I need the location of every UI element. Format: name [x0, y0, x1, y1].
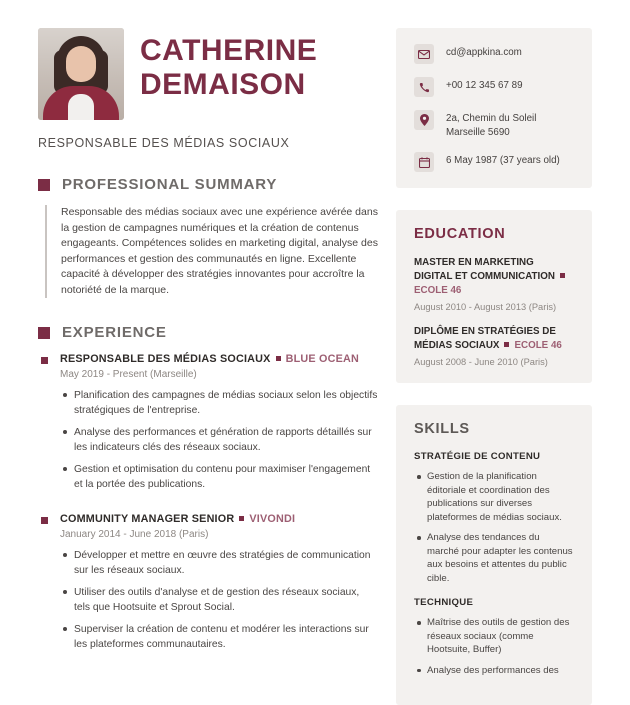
- job-title: RESPONSABLE DES MÉDIAS SOCIAUX: [38, 136, 290, 150]
- list-item: Analyse des tendances du marché pour adapter les contenus aux besoins et attentes du public cible.: [427, 532, 573, 584]
- email-text: cd@appkina.com: [446, 47, 522, 58]
- contact-address: [414, 110, 574, 139]
- separator-icon: [560, 273, 565, 278]
- right-column: [396, 28, 592, 676]
- separator-icon: [504, 342, 509, 347]
- list-item: Planification des campagnes de médias sociaux selon les objectifs stratégiques de l'entreprise.: [74, 390, 378, 416]
- section-professional-summary: [38, 176, 378, 298]
- skill-list: [414, 616, 574, 677]
- square-marker-icon: [38, 179, 50, 191]
- last-name: DEMAISON: [140, 68, 306, 101]
- summary-heading: [38, 176, 378, 193]
- school-label: ECOLE 46: [414, 285, 462, 296]
- skills-title: SKILLS: [414, 421, 470, 437]
- company-label: VIVONDI: [249, 513, 296, 525]
- divider: [45, 205, 47, 298]
- square-marker-icon: [38, 327, 50, 339]
- contact-birthdate: [414, 152, 574, 172]
- list-item: Développer et mettre en œuvre des stratégies de communication sur les réseaux sociaux.: [74, 548, 378, 578]
- education-date: August 2010 - August 2013 (Paris): [414, 302, 557, 312]
- experience-date: May 2019 - Present (Marseille): [60, 369, 197, 380]
- avatar: [38, 28, 124, 120]
- skill-group: [414, 451, 574, 585]
- birthdate-text: 6 May 1987 (37 years old): [446, 155, 560, 166]
- experience-heading: [38, 324, 378, 341]
- separator-icon: [276, 356, 281, 361]
- skill-list: [414, 470, 574, 585]
- experience-entry: [38, 353, 378, 499]
- experience-bullets: [60, 548, 378, 652]
- education-card: [396, 210, 592, 383]
- list-item: Analyse des performances des: [427, 664, 574, 678]
- envelope-icon: [414, 44, 434, 64]
- address-line-1: 2a, Chemin du Soleil: [446, 113, 537, 124]
- degree-label: DIPLÔME EN STRATÉGIES DE MÉDIAS SOCIAUX: [414, 326, 556, 351]
- experience-bullets: [60, 388, 378, 492]
- list-item: Utiliser des outils d'analyse et de gestion des réseaux sociaux, tels que Hootsuite et Sprout Social.: [74, 585, 378, 615]
- experience-date: January 2014 - June 2018 (Paris): [60, 529, 209, 540]
- contact-card: [396, 28, 592, 188]
- education-date: August 2008 - June 2010 (Paris): [414, 357, 548, 367]
- role-label: RESPONSABLE DES MÉDIAS SOCIAUX: [60, 353, 271, 365]
- name-block: [140, 28, 317, 102]
- experience-title: EXPERIENCE: [62, 324, 167, 341]
- experience-entry: [38, 513, 378, 659]
- phone-text: +00 12 345 67 89: [446, 80, 523, 91]
- calendar-icon: [414, 152, 434, 172]
- list-item: Gestion de la planification éditoriale et coordination des publications sur diverses plateformes de médias sociaux.: [427, 470, 574, 524]
- experience-role: [60, 353, 378, 365]
- list-item: Gestion et optimisation du contenu pour maximiser l'engagement et la portée des publications.: [74, 462, 378, 492]
- degree-label: MASTER EN MARKETING DIGITAL ET COMMUNICATION: [414, 257, 555, 282]
- education-entry: [414, 256, 574, 312]
- education-entry: [414, 325, 574, 367]
- left-column: [38, 28, 378, 650]
- skill-group-name: STRATÉGIE DE CONTENU: [414, 451, 541, 462]
- skill-group: [414, 597, 574, 677]
- list-item: Analyse des performances et génération de rapports détaillés sur les indicateurs clés des réseaux sociaux.: [74, 425, 378, 455]
- education-degree: [414, 256, 574, 298]
- location-pin-icon: [414, 110, 434, 130]
- education-title: EDUCATION: [414, 226, 506, 242]
- experience-role: [60, 513, 378, 525]
- school-label: ECOLE 46: [514, 340, 562, 351]
- entry-marker-icon: [41, 517, 48, 524]
- company-label: BLUE OCEAN: [285, 353, 359, 365]
- education-degree: [414, 325, 574, 353]
- role-label: COMMUNITY MANAGER SENIOR: [60, 513, 235, 525]
- list-item: Superviser la création de contenu et modérer les interactions sur les plateformes communautaires.: [74, 622, 378, 652]
- address-line-2: Marseille 5690: [446, 126, 510, 138]
- summary-title: PROFESSIONAL SUMMARY: [62, 176, 278, 193]
- contact-email: [414, 44, 574, 64]
- summary-text: Responsable des médias sociaux avec une expérience avérée dans la gestion de campagnes numériques et la création de contenus engageants. Compétences solides en marketing digital, analyse des performances et gestion des communautés en ligne. Excellente capacité à développer des stratégies innovantes pour accroître la notoriété de la marque.: [61, 206, 378, 296]
- first-name: CATHERINE: [140, 34, 318, 67]
- entry-marker-icon: [41, 357, 48, 364]
- phone-icon: [414, 77, 434, 97]
- skills-card: [396, 405, 592, 705]
- list-item: Maîtrise des outils de gestion des réseaux sociaux (comme Hootsuite, Buffer): [427, 616, 574, 657]
- section-experience: [38, 324, 378, 659]
- skill-group-name: TECHNIQUE: [414, 597, 474, 608]
- contact-phone: [414, 77, 574, 97]
- separator-icon: [239, 516, 244, 521]
- resume-header: [38, 28, 378, 120]
- address-text: [446, 110, 536, 139]
